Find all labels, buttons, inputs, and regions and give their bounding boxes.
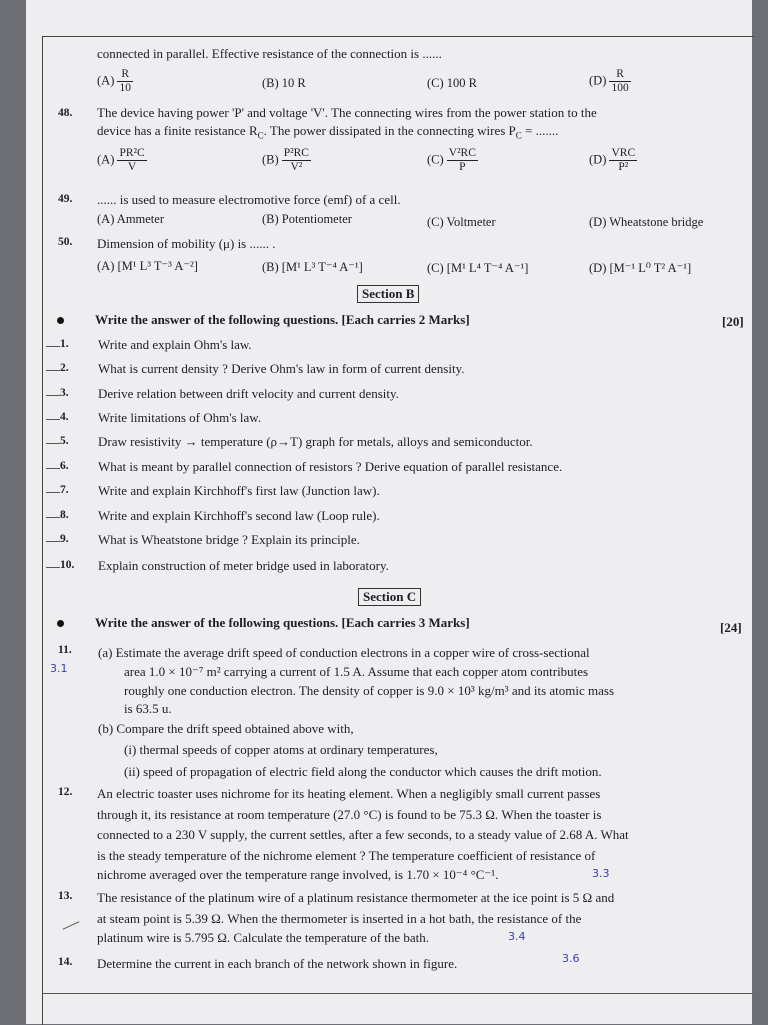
q47-option-c: (C) 100 R [427, 76, 477, 90]
q47-text: connected in parallel. Effective resistance of the connection is ...... [97, 46, 442, 61]
handwritten-tick [46, 346, 60, 347]
handwritten-tick [46, 468, 60, 469]
q13-line: at steam point is 5.39 Ω. When the thermometer is inserted in a hot bath, the resistance of the [97, 911, 582, 926]
q49-option-b: (B) Potentiometer [262, 212, 352, 226]
handwritten-note: 3.6 [562, 952, 580, 965]
section-b-question-number: 5. [60, 435, 69, 447]
q48-option-d: (D) $\frac{\text{VRC}}{\text{P²}}$ [589, 147, 636, 173]
q50-option-a: (A) [M¹ L³ T⁻³ A⁻²] [97, 259, 198, 273]
q50-number: 50. [58, 236, 73, 248]
handwritten-tick [46, 517, 60, 518]
q47-option-b: (B) 10 R [262, 76, 306, 90]
q11-a-line: area 1.0 × 10⁻⁷ m² carrying a current of 1.5 A. Assume that each copper atom contributes [124, 664, 589, 679]
q48-option-b: (B) $\frac{\text{P²RC}}{\text{V²}}$ [262, 147, 309, 173]
section-b-question-text: Write limitations of Ohm's law. [98, 410, 262, 425]
q50-option-b: (B) [M¹ L³ T⁻⁴ A⁻¹] [262, 260, 363, 274]
section-b-question-number: 9. [60, 533, 69, 545]
handwritten-tick [46, 541, 60, 542]
section-b-question-number: 4. [60, 411, 69, 423]
section-b-question-text: What is current density ? Derive Ohm's law in form of current density. [98, 361, 465, 376]
section-b-question-number: 3. [60, 387, 69, 399]
section-b-question-number: 8. [60, 509, 69, 521]
q47-option-d: (D) $\frac{R}{100}$ [589, 68, 629, 94]
section-c-instruction: Write the answer of the following questions. [Each carries 3 Marks] [95, 615, 470, 630]
handwritten-note: 3.4 [508, 930, 526, 943]
section-b-question-number: 1. [60, 338, 69, 350]
section-b-question-text: Write and explain Kirchhoff's second law (Loop rule). [98, 508, 380, 523]
section-b-question-text: What is meant by parallel connection of resistors ? Derive equation of parallel resistance. [98, 459, 563, 474]
handwritten-note: 3.3 [592, 867, 610, 880]
q49-option-c: (C) Voltmeter [427, 215, 496, 229]
q49-number: 49. [58, 193, 73, 205]
q48-number: 48. [58, 107, 73, 119]
section-b-question-text: Write and explain Ohm's law. [98, 337, 252, 352]
section-b-question-text: Draw resistivity → temperature (ρ→T) graph for metals, alloys and semiconductor. [98, 434, 533, 449]
section-b-question-number: 6. [60, 460, 69, 472]
q48-line1: The device having power 'P' and voltage 'V'. The connecting wires from the power station to the [97, 105, 597, 120]
q50-text: Dimension of mobility (μ) is ...... . [97, 236, 276, 251]
section-c-marks: [24] [720, 620, 742, 635]
handwritten-tick [46, 395, 60, 396]
section-b-question-number: 7. [60, 484, 69, 496]
handwritten-tick [46, 567, 60, 568]
q11-a-line: (a) Estimate the average drift speed of conduction electrons in a copper wire of cross-sectional [98, 645, 590, 660]
handwritten-tick [46, 492, 60, 493]
q12-line: connected to a 230 V supply, the current settles, after a few seconds, to a steady value of 2.68 A. What [97, 827, 629, 842]
section-b-question-text: Explain construction of meter bridge used in laboratory. [98, 558, 389, 573]
handwritten-note: 3.1 [50, 662, 68, 675]
q11-number: 11. [58, 644, 72, 656]
q49-option-d: (D) Wheatstone bridge [589, 215, 704, 229]
section-b-marks: [20] [722, 314, 744, 329]
q47-option-a: (A) $\frac{R}{10}$ [97, 68, 131, 94]
q12-line: nichrome averaged over the temperature range involved, is 1.70 × 10⁻⁴ °C⁻¹. [97, 867, 499, 882]
q48-option-a: (A) $\frac{\text{PR²C}}{V}$ [97, 147, 145, 173]
handwritten-tick [46, 419, 60, 420]
q11-a-line: roughly one conduction electron. The density of copper is 9.0 × 10³ kg/m³ and its atomic mass [124, 683, 615, 698]
q14-number: 14. [58, 956, 73, 968]
bullet-icon [57, 620, 64, 627]
q13-line: platinum wire is 5.795 Ω. Calculate the temperature of the bath. [97, 930, 430, 945]
section-b-title: Section B [357, 285, 419, 303]
q12-line: is the steady temperature of the nichrome element ? The temperature coefficient of resistance of [97, 848, 596, 863]
q12-number: 12. [58, 786, 73, 798]
q14-line: Determine the current in each branch of the network shown in figure. [97, 956, 458, 971]
q50-option-c: (C) [M¹ L⁴ T⁻⁴ A⁻¹] [427, 261, 529, 275]
q49-text: ...... is used to measure electromotive force (emf) of a cell. [97, 192, 401, 207]
section-b-question-number: 10. [60, 559, 75, 571]
handwritten-tick [46, 370, 60, 371]
section-b-question-number: 2. [60, 362, 69, 374]
q11-b-ii: (ii) speed of propagation of electric field along the conductor which causes the drift motion. [124, 764, 602, 779]
section-b-question-text: Derive relation between drift velocity and current density. [98, 386, 399, 401]
q12-line: An electric toaster uses nichrome for its heating element. When a negligibly small current passes [97, 786, 601, 801]
section-b-question-text: What is Wheatstone bridge ? Explain its principle. [98, 532, 360, 547]
q11-a-line: is 63.5 u. [124, 701, 172, 716]
q48-line2: device has a finite resistance $R_C$. The power dissipated in the connecting wires $P_C$ = ....... [97, 123, 559, 141]
section-b-question-text: Write and explain Kirchhoff's first law (Junction law). [98, 483, 380, 498]
q11-b-line: (b) Compare the drift speed obtained above with, [98, 721, 354, 736]
section-b-instruction: Write the answer of the following questions. [Each carries 2 Marks] [95, 312, 470, 327]
q49-option-a: (A) Ammeter [97, 212, 164, 226]
q13-number: 13. [58, 890, 73, 902]
q13-line: The resistance of the platinum wire of a platinum resistance thermometer at the ice point is 5 Ω and [97, 890, 615, 905]
q11-b-i: (i) thermal speeds of copper atoms at ordinary temperatures, [124, 742, 438, 757]
section-c-title: Section C [358, 588, 421, 606]
bullet-icon [57, 317, 64, 324]
footer-divider [42, 993, 753, 994]
handwritten-tick [46, 443, 60, 444]
q50-option-d: (D) [M⁻¹ L⁰ T² A⁻¹] [589, 261, 692, 275]
q12-line: through it, its resistance at room temperature (27.0 °C) is found to be 75.3 Ω. When the toaster is [97, 807, 602, 822]
q48-option-c: (C) $\frac{\text{V²RC}}{P}$ [427, 147, 476, 173]
